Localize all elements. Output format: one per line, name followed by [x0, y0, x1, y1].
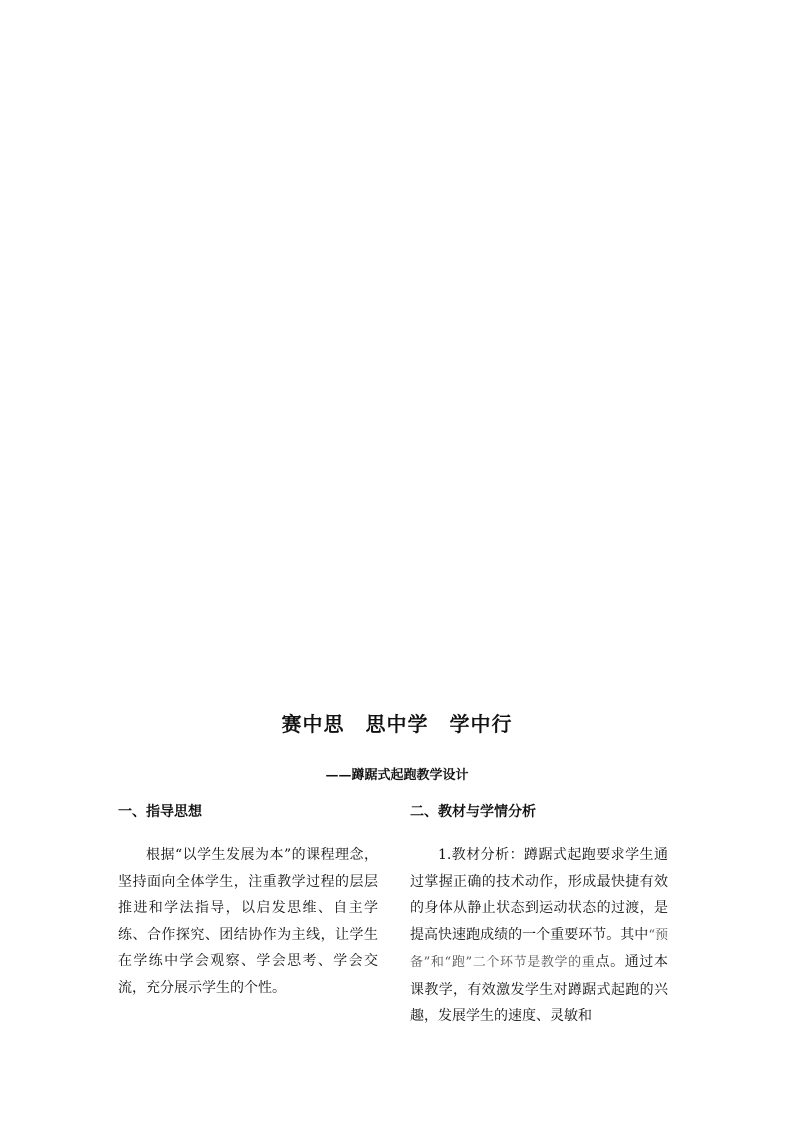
- section-heading: 二、教材与学情分析: [410, 804, 536, 820]
- paragraph-quote-text: “预备”和“跑”二个环节是教学的重: [410, 927, 668, 970]
- section-heading: 一、指导思想: [118, 804, 202, 820]
- section-material-analysis: [410, 801, 668, 1030]
- document-subtitle: ——蹲踞式起跑教学设计: [325, 768, 469, 783]
- document-title: 赛中思 思中学 学中行: [281, 712, 513, 736]
- section-guiding-ideology: [118, 801, 378, 1001]
- paragraph-text: 1.教材分析：蹲踞式起跑要求学生通过掌握正确的技术动作，形成最快捷有效的身体从静止状态到运动状态的过渡，是提高快速跑成绩的一个重要环节。其中: [410, 847, 668, 943]
- paragraph-text: 点。通过本课教学，有效激发学生对蹲踞式起跑的兴趣，发展学生的速度、灵敏和: [410, 954, 668, 1024]
- section-paragraph: 根据“以学生发展为本”的课程理念，坚持面向全体学生，注重教学过程的层层推进和学法指导，以启发思维、自主学练、合作探究、团结协作为主线，让学生在学练中学会观察、学会思考、学会交流，充分展示学生的个性。: [118, 847, 378, 996]
- section-paragraph: [410, 842, 668, 1030]
